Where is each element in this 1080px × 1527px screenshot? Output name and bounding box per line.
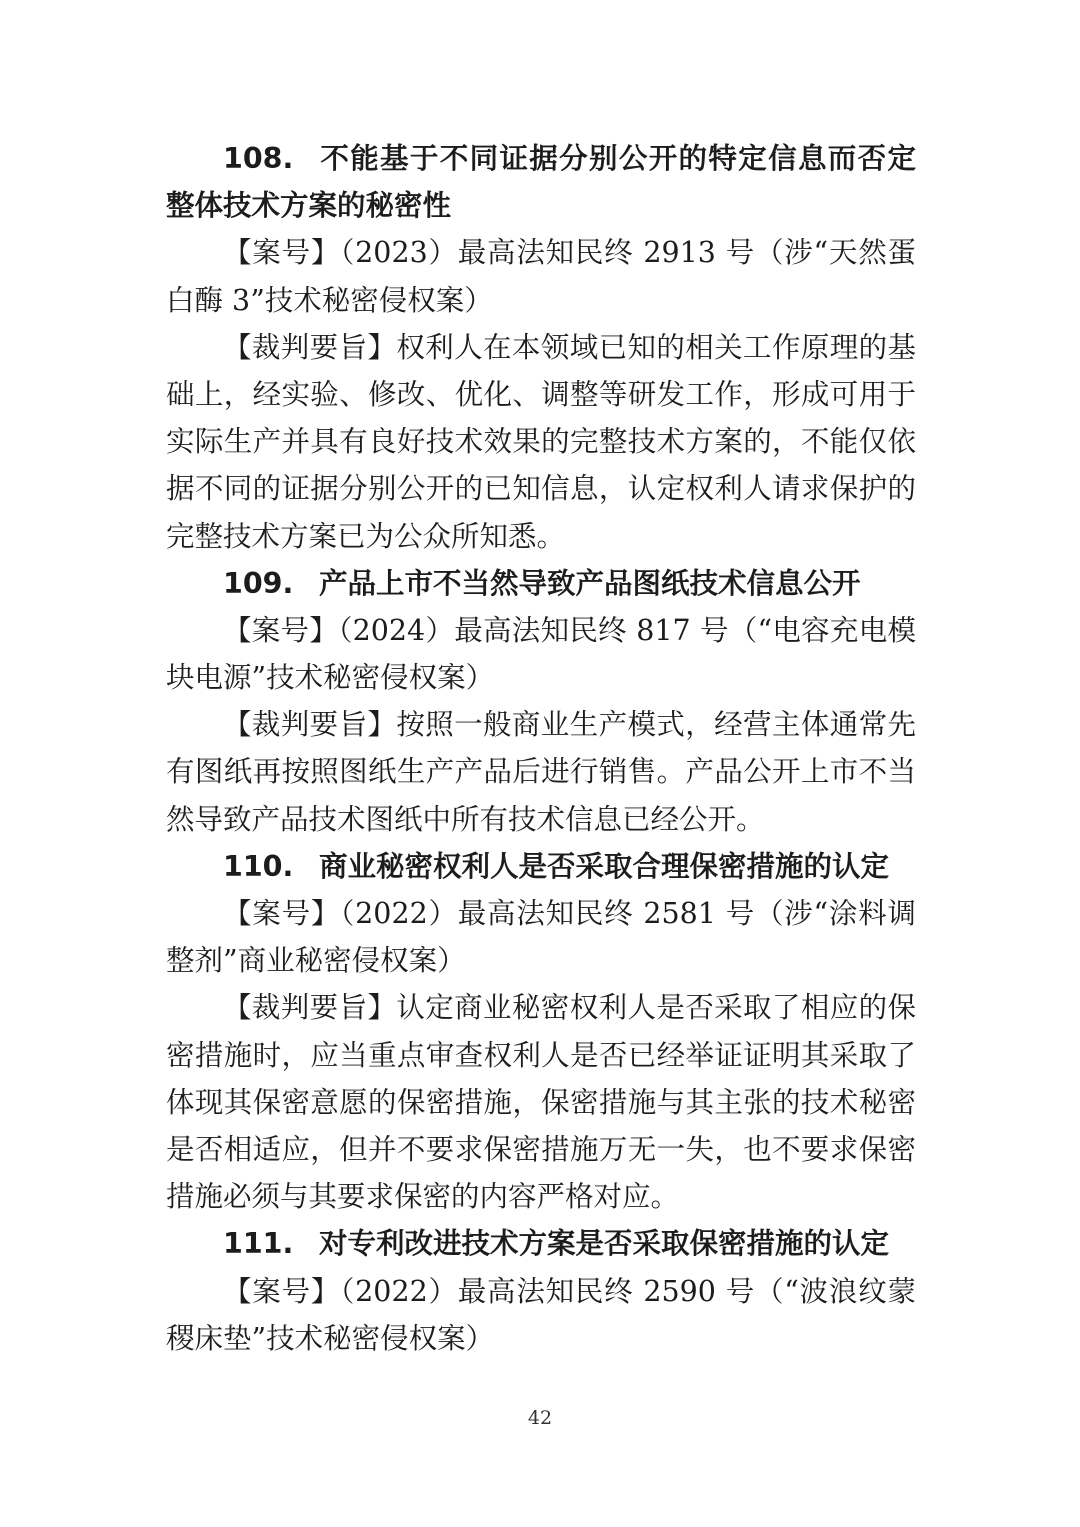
section-title: 对专利改进技术方案是否采取保密措施的认定 — [319, 1227, 890, 1261]
section-heading — [166, 1220, 916, 1267]
section-heading — [166, 135, 916, 182]
holding-line: 体现其保密意愿的保密措施，保密措施与其主张的技术秘密 — [166, 1085, 916, 1119]
section-number: 109. — [223, 566, 294, 600]
section-title: 产品上市不当然导致产品图纸技术信息公开 — [319, 566, 861, 600]
case-number-line: 【案号】（2022）最高法知民终 2581 号（涉“涂料调 — [223, 897, 916, 930]
section-title: 商业秘密权利人是否采取合理保密措施的认定 — [319, 849, 890, 883]
case-number-line: 【案号】（2023）最高法知民终 2913 号（涉“天然蛋 — [223, 236, 916, 270]
section-number: 108. — [223, 142, 294, 175]
holding-line: 密措施时，应当重点审查权利人是否已经举证证明其采取了 — [166, 1038, 916, 1072]
holding-line: 是否相适应，但并不要求保密措施万无一失，也不要求保密 — [166, 1132, 916, 1166]
holding-line: 础上，经实验、修改、优化、调整等研发工作，形成可用于 — [166, 377, 916, 411]
section-108 — [166, 135, 916, 560]
holding-line: 【裁判要旨】认定商业秘密权利人是否采取了相应的保 — [223, 991, 916, 1025]
page-number: 42 — [527, 1407, 553, 1429]
holding-line: 实际生产并具有良好技术效果的完整技术方案的，不能仅依 — [166, 425, 916, 459]
section-110 — [166, 843, 916, 1221]
case-number-line: 白酶 3”技术秘密侵权案） — [166, 283, 493, 317]
holding-line: 【裁判要旨】按照一般商业生产模式，经营主体通常先 — [223, 708, 916, 742]
holding-line: 有图纸再按照图纸生产产品后进行销售。产品公开上市不当 — [166, 755, 916, 789]
section-title: 不能基于不同证据分别公开的特定信息而否定 — [319, 142, 916, 175]
holding-line: 措施必须与其要求保密的内容严格对应。 — [166, 1180, 680, 1214]
case-number-line: 块电源”技术秘密侵权案） — [166, 661, 495, 695]
case-number-line: 【案号】（2024）最高法知民终 817 号（“电容充电模 — [223, 613, 916, 647]
case-number-line: 稷床垫”技术秘密侵权案） — [166, 1321, 495, 1355]
section-number: 110. — [223, 849, 294, 883]
section-title-continued: 整体技术方案的秘密性 — [166, 189, 452, 223]
holding-line: 【裁判要旨】权利人在本领域已知的相关工作原理的基 — [223, 330, 916, 364]
section-heading — [166, 560, 916, 607]
case-number-line: 【案号】（2022）最高法知民终 2590 号（“波浪纹蒙 — [223, 1274, 916, 1308]
section-111 — [166, 1220, 916, 1362]
section-heading — [166, 843, 916, 890]
case-number-line: 整剂”商业秘密侵权案） — [166, 944, 466, 978]
section-109 — [166, 560, 916, 843]
holding-line: 完整技术方案已为公众所知悉。 — [166, 519, 566, 553]
section-number: 111. — [223, 1227, 294, 1261]
holding-line: 据不同的证据分别公开的已知信息，认定权利人请求保护的 — [166, 472, 916, 506]
document-body — [166, 135, 916, 1362]
holding-line: 然导致产品技术图纸中所有技术信息已经公开。 — [166, 802, 765, 836]
